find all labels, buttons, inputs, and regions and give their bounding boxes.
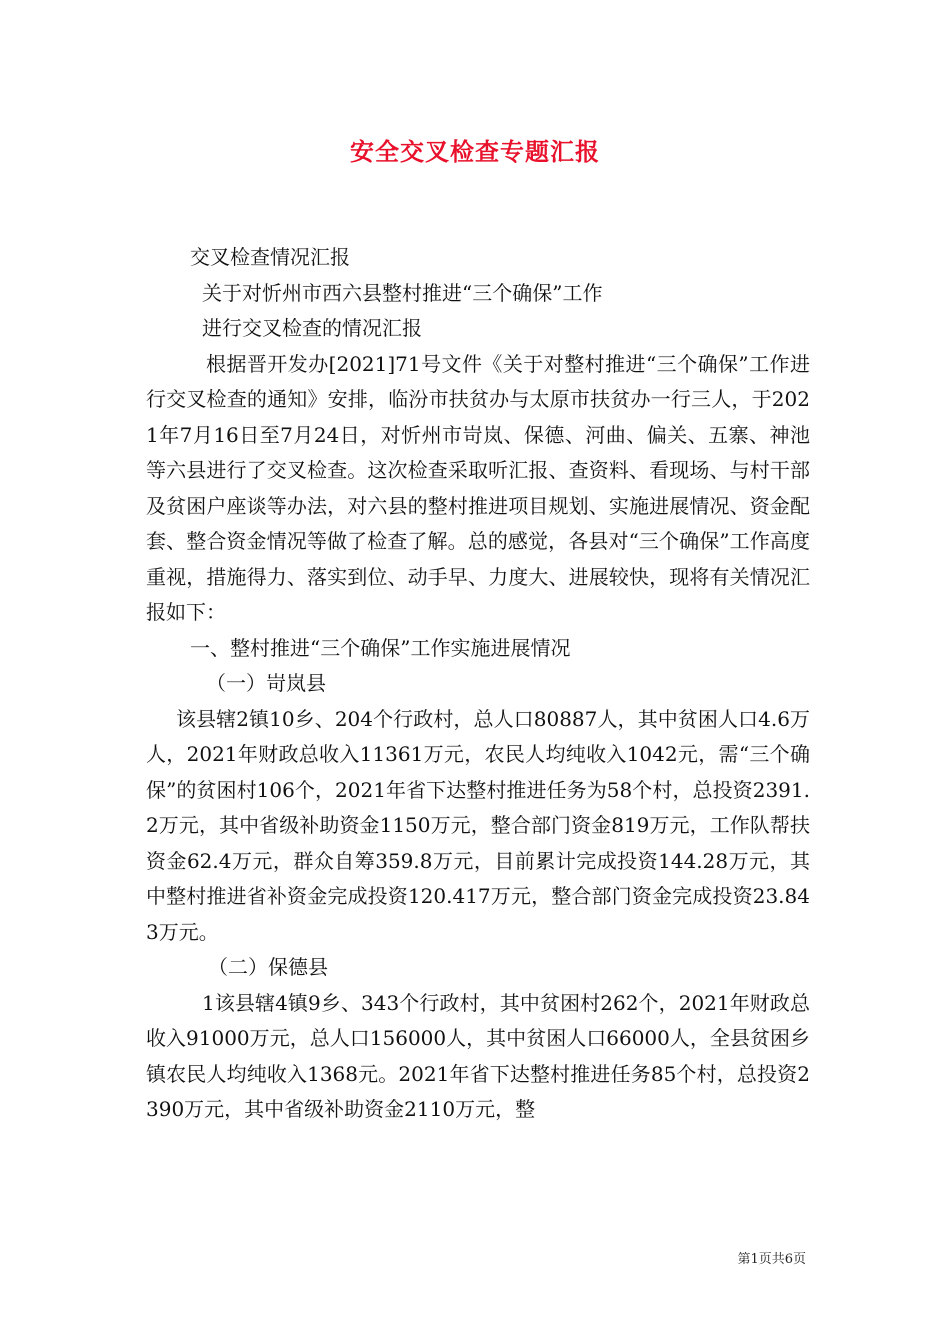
heading-cross-check-report: 交叉检查情况汇报 — [190, 245, 350, 269]
subsection-1-paragraph: 该县辖2镇10乡、204个行政村，总人口80887人，其中贫困人口4.6万人，2021年财政总收入11361万元，农民人均纯收入1042元，需“三个确保”的贫困村106个，2021年省下达整村推进任务为58个村，总投资2391.2万元，其中省级补助资金1150万元，整合部门资金819万元，工作队帮扶资金62.4万元，群众自筹359.8万元，目前累计完成投资144.28万元，其中整村推进省补资金完成投资120.417万元，整合部门资金完成投资23.843万元。 — [146, 706, 810, 944]
document-body — [146, 240, 810, 1128]
subsection-1-heading: （一）岢岚县 — [206, 671, 326, 695]
subsection-2-paragraph: 1该县辖4镇9乡、343个行政村，其中贫困村262个，2021年财政总收入91000万元，总人口156000人，其中贫困人口66000人，全县贫困乡镇农民人均纯收入1368元。2021年省下达整村推进任务85个村，总投资2390万元，其中省级补助资金2110万元，整 — [146, 990, 810, 1121]
document-title: 安全交叉检查专题汇报 — [350, 137, 600, 166]
subsection-2-heading: （二）保德县 — [208, 955, 328, 979]
heading-subject-continued: 进行交叉检查的情况汇报 — [202, 316, 422, 340]
heading-subject: 关于对忻州市西六县整村推进“三个确保”工作 — [202, 280, 603, 305]
intro-paragraph: 根据晋开发办[2021]71号文件《关于对整村推进“三个确保”工作进行交叉检查的通知》安排，临汾市扶贫办与太原市扶贫办一行三人，于2021年7月16日至7月24日，对忻州市岢岚、保德、河曲、偏关、五寨、神池等六县进行了交叉检查。这次检查采取听汇报、查资料、看现场、与村干部及贫困户座谈等办法，对六县的整村推进项目规划、实施进展情况、资金配套、整合资金情况等做了检查了解。总的感觉，各县对“三个确保”工作高度重视，措施得力、落实到位、动手早、力度大、进展较快，现将有关情况汇报如下： — [146, 351, 810, 624]
section-1-heading: 一、整村推进“三个确保”工作实施进展情况 — [190, 635, 571, 660]
page-number: 第1页共6页 — [737, 1252, 806, 1267]
